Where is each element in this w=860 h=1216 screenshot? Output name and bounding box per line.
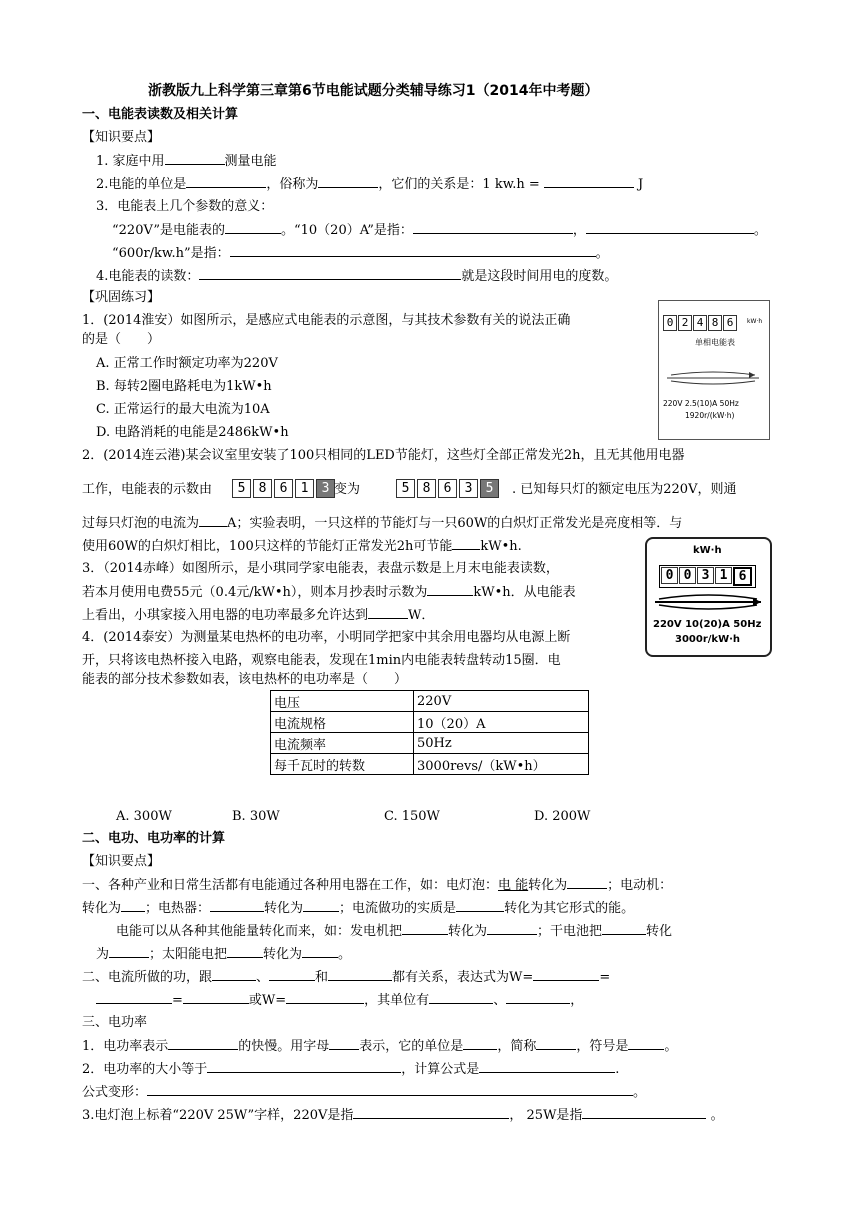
reading-before-digit: 6 [274,479,293,498]
q2-stem-2 [82,481,212,499]
meter3-spec-2: 3000r/kW·h [675,634,741,645]
p8-text-b: ， 25W是指 [509,1108,583,1123]
meter1-digit: 8 [708,315,722,331]
table-row [271,712,589,733]
p5-blank-5[interactable] [628,1037,664,1050]
meter1-digit: 6 [723,315,737,331]
p6-text-b: ，计算公式是 [401,1062,480,1077]
q2-blank-1[interactable] [199,514,227,527]
q2-text-b: 工作，电能表的示数由 [82,482,213,497]
p2-text-h: 。 [338,947,352,962]
k2-text-a: 2.电能的单位是 [96,177,187,192]
q2-text-h: kW•h. [480,539,522,554]
q1-stem-1: 1．(2014淮安）如图所示，是感应式电能表的示意图，与其技术参数有关的说法正确 [82,313,571,328]
p1-text-g: ；电流做功的实质是 [339,901,457,916]
p3-text-c: 和 [315,970,329,985]
k2-line [96,175,643,194]
p2-text-d: 转化 [646,924,673,939]
q3-text-c: kW•h．从电能表 [473,585,576,600]
p3-text-h: ，其单位有 [364,993,430,1008]
reading-before-digit: 8 [253,479,272,498]
k3c-text: ， [572,223,586,238]
p2-blank-4[interactable] [109,945,149,958]
p1-blank-5[interactable] [456,899,504,912]
p5-blank-4[interactable] [536,1037,576,1050]
table-cell: 50Hz [414,733,589,754]
p3-blank-3[interactable] [328,968,392,981]
meter1-disc-icon [663,361,763,395]
k1-text-a: 1. 家庭中用 [96,154,165,169]
q3-blank-2[interactable] [368,606,408,619]
table-row [271,733,589,754]
p7-text-b: 。 [633,1085,647,1100]
q3-text-b: 若本月使用电费55元（0.4元/kW•h），则本月抄表时示数为 [82,585,428,600]
q3-text-e: W． [408,608,435,623]
p1-line-2 [82,899,634,918]
k2-text-b: ，俗称为 [266,177,319,192]
p4-line: 三、电功率 [82,1015,148,1030]
k4-line [96,267,617,286]
k2-text-c: ，它们的关系是：1 kw.h = [378,177,540,192]
p2-blank-1[interactable] [402,922,448,935]
meter1-digit-row [663,315,738,331]
k2-text-d: J [637,177,644,192]
q1-option-c: C. 正常运行的最大电流为10A [96,402,270,417]
section2-heading: 二、电功、电功率的计算 [82,831,226,846]
k1-line [96,152,277,171]
q2-line-e [82,514,682,533]
p3-text-f: = [172,993,183,1008]
q3-text-d: 上看出，小琪家接入用电器的电功率最多允许达到 [82,608,369,623]
q2-blank-2[interactable] [452,537,480,550]
p3-blank-5[interactable] [96,991,172,1004]
meter3-digit-row [659,565,756,588]
q3-stem-1: 3．（2014赤峰）如图所示，是小琪同学家电能表，表盘示数是上月末电能表读数， [82,561,559,576]
reading-after [396,479,501,498]
table-row [271,691,589,712]
q4-option-a: A. 300W [116,809,172,824]
p3-text-i: 、 [493,993,507,1008]
p8-text-a: 3.电灯泡上标着“220V 25W”字样，220V是指 [82,1108,354,1123]
k3-line: 3．电能表上几个参数的意义： [96,199,274,214]
p5-text-e: ，符号是 [576,1039,629,1054]
reading-after-digit: 6 [438,479,457,498]
reading-after-digit: 8 [417,479,436,498]
table-cell: 10（20）A [414,712,589,733]
p1-text-a: 一、各种产业和日常生活都有电能通过各种用电器在工作，如：电灯泡： [82,878,499,893]
p2-text-f: ；太阳能电把 [149,947,228,962]
p1-text-h: 转化为其它形式的能。 [504,901,635,916]
q4-stem-1: 4．(2014泰安）为测量某电热杯的电功率，小明同学把家中其余用电器均从电源上断 [82,630,571,645]
p5-blank-3[interactable] [463,1037,497,1050]
k3a-text: “220V”是电能表的 [112,223,225,238]
k3b-text: 。“10（20）A”是指： [280,223,413,238]
p8-text-c: 。 [710,1108,724,1123]
q2-text-c: 变为 [334,482,361,497]
p5-line [82,1037,677,1056]
meter3-digit: 1 [715,567,732,584]
k2-blank-3[interactable] [544,175,634,188]
k2-blank-1[interactable] [186,175,266,188]
p5-blank-1[interactable] [168,1037,238,1050]
p8-blank-1[interactable] [353,1106,509,1119]
p7-blank[interactable] [147,1083,633,1096]
p1-blank-1[interactable] [567,876,607,889]
p2-blank-5[interactable] [227,945,263,958]
k3d-text: 。 [753,223,767,238]
k3a-blank[interactable] [225,221,281,234]
meter1-unit: kW·h [747,318,763,325]
p3-line-2 [96,991,583,1010]
reading-before-digit: 3 [316,479,335,498]
k1-blank[interactable] [165,152,225,165]
p1-text-f: 转化为 [264,901,304,916]
p5-text-f: 。 [664,1039,678,1054]
meter3-spec-1: 220V 10(20)A 50Hz [653,619,762,630]
table-cell: 220V [414,691,589,712]
p3-blank-1[interactable] [212,968,256,981]
p3-text-e: = [599,970,611,985]
reading-before-digit: 5 [232,479,251,498]
reading-after-digit: 5 [480,479,499,498]
q2-text-e: 过每只灯泡的电流为 [82,516,200,531]
p5-text-a: 1．电功率表示 [82,1039,169,1054]
k3f-text: 。 [595,246,609,261]
k3e-text: “600r/kw.h”是指： [112,246,230,261]
p5-text-d: ，简称 [497,1039,537,1054]
p8-line [82,1106,724,1125]
p3-text-b: 、 [256,970,270,985]
k4-blank[interactable] [199,267,461,280]
p2-blank-6[interactable] [302,945,338,958]
meter3-disc-icon [653,589,765,615]
p1-text-d: 转化为 [82,901,122,916]
p2-blank-2[interactable] [487,922,537,935]
p2-blank-3[interactable] [602,922,646,935]
k1-text-b: 测量电能 [224,154,277,169]
table-cell: 电压 [271,691,414,712]
p3-text-g: 或W= [248,993,287,1008]
meter1-name: 单相电能表 [695,338,735,347]
p3-text-a: 二、电流所做的功，跟 [82,970,213,985]
p7-text-a: 公式变形： [82,1085,148,1100]
table-cell: 3000revs/（kW•h） [414,754,589,775]
meter3-digit: 6 [733,567,752,586]
meter3-digit: 0 [679,567,696,584]
p5-text-b: 的快慢。用字母 [238,1039,330,1054]
reading-after-digit: 3 [459,479,478,498]
k3a-line [112,221,767,240]
practice-label: 【巩固练习】 [82,290,161,305]
knowledge-points-label-2: 【知识要点】 [82,854,161,869]
p3-blank-6[interactable] [183,991,249,1004]
p3-blank-4[interactable] [533,968,599,981]
p3-blank-8[interactable] [429,991,493,1004]
knowledge-points-label: 【知识要点】 [82,130,161,145]
k4-text-b: 就是这段时间用电的度数。 [461,269,618,284]
p1-text-e: ；电热器： [145,901,211,916]
p1-blank-4[interactable] [303,899,339,912]
q2-line-g [82,537,522,556]
meter1-digit: 0 [663,315,677,331]
k3b-blank[interactable] [413,221,573,234]
table-cell: 每千瓦时的转数 [271,754,414,775]
meter3-digit: 0 [661,567,678,584]
p8-blank-2[interactable] [582,1106,706,1119]
meter-spec-table [270,690,589,775]
k3c-blank[interactable] [586,221,754,234]
meter1-digit: 4 [693,315,707,331]
q2-text-d: . 已知每只灯的额定电压为220V，则通 [512,482,737,497]
induction-meter-image [658,300,770,440]
reading-before [232,479,337,498]
p2-text-a: 电能可以从各种其他能量转化而来，如：发电机把 [116,924,403,939]
k4-text-a: 4.电能表的读数： [96,269,200,284]
p1-text-c: ；电动机： [607,878,673,893]
p7-line [82,1083,646,1102]
meter1-spec-1: 220V 2.5(10)A 50Hz [663,399,739,408]
p3-line-1 [82,968,610,987]
meter1-digit: 2 [678,315,692,331]
p1-line-1 [82,876,672,895]
q4-option-b: B. 30W [232,809,280,824]
p6-text-a: 2．电功率的大小等于 [82,1062,208,1077]
p2-line-1 [116,922,672,941]
q2-stem-1: 2．(2014连云港)某会议室里安装了100只相同的LED节能灯，这些灯全部正常发光2h，且无其他用电器 [82,448,685,463]
section1-heading: 一、电能表读数及相关计算 [82,107,239,122]
q1-stem-2: 的是（ ） [82,332,161,347]
q4-option-d: D. 200W [534,809,591,824]
meter3-digit: 3 [697,567,714,584]
p1-filled-answer: 电 能 [498,878,529,893]
p2-text-e: 为 [96,947,110,962]
q1-option-b: B. 每转2圈电路耗电为1kW•h [96,379,272,394]
xiaoqi-meter-image [645,537,772,657]
p2-line-2 [96,945,351,964]
q2-text-f: A；实验表明，一只这样的节能灯与一只60W的白炽灯正常发光是亮度相等．与 [227,516,683,531]
p3-text-d: 都有关系，表达式为W= [392,970,534,985]
q1-option-a: A. 正常工作时额定功率为220V [96,356,278,371]
p3-blank-2[interactable] [269,968,315,981]
q4-stem-3: 能表的部分技术参数如表，该电热杯的电功率是（ ） [82,672,408,687]
p6-blank-2[interactable] [479,1060,615,1073]
reading-before-digit: 1 [295,479,314,498]
q2-text-g: 使用60W的白炽灯相比，100只这样的节能灯正常发光2h可节能 [82,539,453,554]
table-cell: 电流频率 [271,733,414,754]
q3-line-d [82,606,434,625]
p6-line [82,1060,619,1079]
p1-text-b: 转化为 [528,878,568,893]
reading-after-digit: 5 [396,479,415,498]
meter1-spec-2: 1920r/(kW·h) [685,411,735,420]
p2-text-c: ；干电池把 [537,924,603,939]
table-row [271,754,589,775]
q3-line-b [82,583,576,602]
k3e-line [112,244,609,263]
p3-text-j: ， [570,993,584,1008]
k3e-blank[interactable] [230,244,596,257]
k2-blank-2[interactable] [318,175,378,188]
q4-option-c: C. 150W [384,809,440,824]
table-cell: 电流规格 [271,712,414,733]
q4-stem-2: 开，只将该电热杯接入电路，观察电能表，发现在1min内电能表转盘转动15圈．电 [82,653,561,668]
p5-blank-2[interactable] [329,1037,359,1050]
p5-text-c: 表示，它的单位是 [359,1039,464,1054]
p2-text-g: 转化为 [263,947,303,962]
p3-blank-9[interactable] [506,991,570,1004]
p6-text-c: . [615,1062,620,1077]
p1-blank-3[interactable] [210,899,264,912]
q3-blank-1[interactable] [427,583,473,596]
p1-blank-2[interactable] [121,899,145,912]
page-title: 浙教版九上科学第三章第6节电能试题分类辅导练习1（2014年中考题） [148,83,599,99]
meter3-unit: kW·h [693,545,722,556]
p3-blank-7[interactable] [286,991,364,1004]
p6-blank-1[interactable] [207,1060,401,1073]
p2-text-b: 转化为 [448,924,488,939]
q1-option-d: D. 电路消耗的电能是2486kW•h [96,425,289,440]
